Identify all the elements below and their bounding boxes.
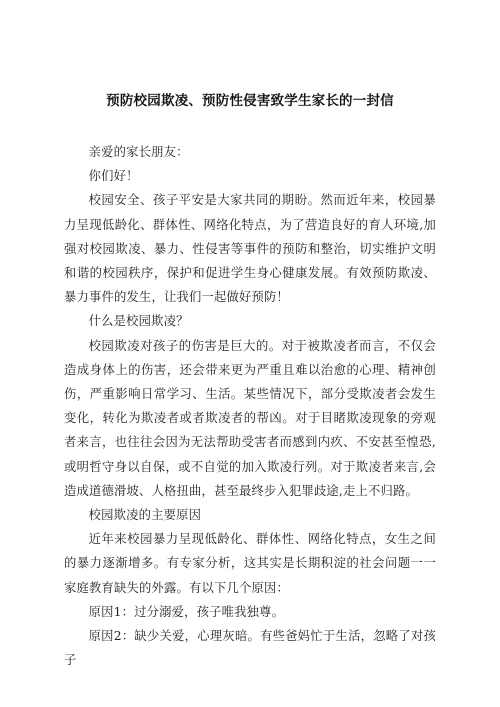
paragraph-bullying-harm: 校园欺凌对孩子的伤害是巨大的。对于被欺凌者而言，不仅会造成身体上的伤害，还会带来更为严重且难以治愈的心理、精神创伤，严重影响日常学习、生活。某些情况下，部分受欺凌者会发生变化，转化为欺凌者或者欺凌者的帮凶。对于目睹欺凌现象的旁观者来言，也往往会因为无法帮助受害者而感到内疚、不安甚至惶恐,或明哲守身以自保，或不自觉的加入欺凌行列。对于欺凌者来言,会造成道德滑坡、人格扭曲，甚至最终步入犯罪歧途,走上不归路。 <box>64 338 436 498</box>
cause-item-2: 原因2：缺少关爱，心理灰暗。有些爸妈忙于生活，忽略了对孩子 <box>64 629 436 668</box>
document-title: 预防校园欺凌、预防性侵害致学生家长的一封信 <box>106 93 394 109</box>
salutation: 你们好！ <box>88 169 139 184</box>
document-body <box>64 140 436 672</box>
greeting: 亲爱的家长朋友： <box>88 145 189 159</box>
heading-what-is-bullying: 什么是校园欺凌？ <box>88 314 189 329</box>
paragraph-intro: 校园安全、孩子平安是大家共同的期盼。然而近年来，校园暴力呈现低龄化、群体性、网络化特点，为了营造良好的育人环境,加强对校园欺凌、暴力、性侵害等事件的预防和整治，切实维护文明和谐的校园秩序，保护和促进学生身心健康发展。有效预防欺凌、暴力事件的发生，让我们一起做好预防！ <box>64 193 436 305</box>
heading-main-causes: 校园欺凌的主要原因 <box>88 508 202 523</box>
cause-item-1: 原因1：过分溺爱，孩子唯我独尊。 <box>88 604 285 619</box>
paragraph-causes-intro: 近年来校园暴力呈现低龄化、群体性、网络化特点，女生之间的暴力逐渐增多。有专家分析，这其实是长期积淀的社会问题一一家庭教育缺失的外露。有以下几个原因： <box>64 532 436 595</box>
